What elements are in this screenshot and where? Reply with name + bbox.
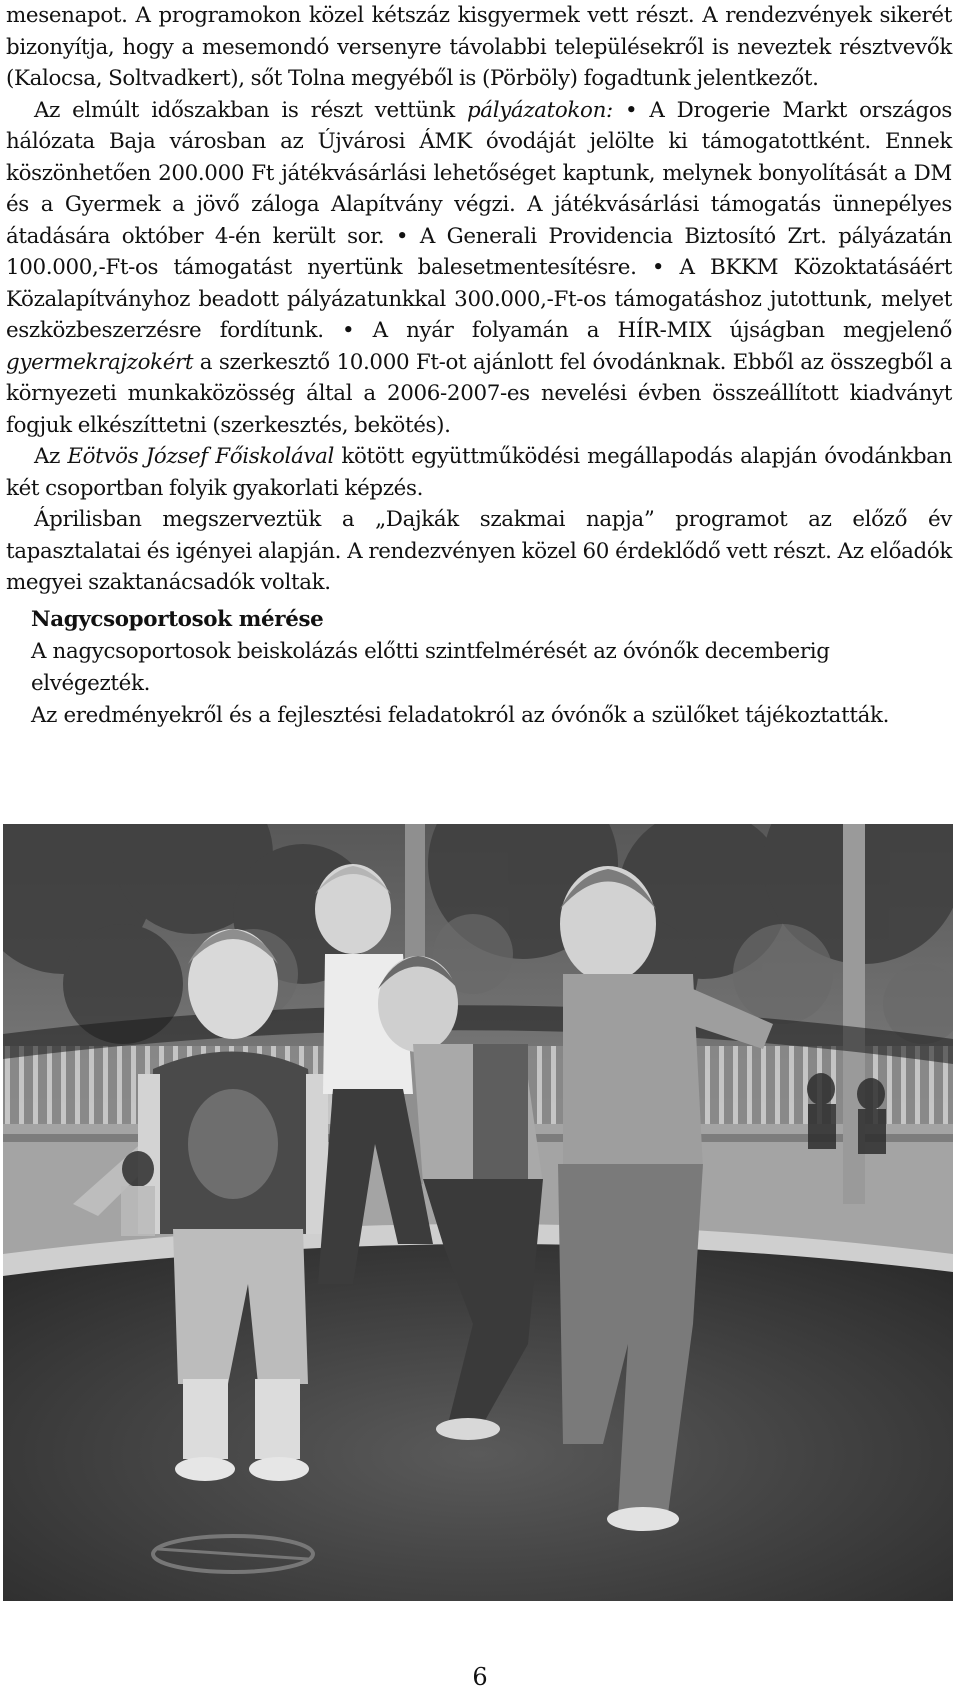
emphasis-foiskola: Eötvös József Főiskolával [67,444,335,469]
emphasis-gyermekrajzokert: gyermekrajzokért [6,349,194,375]
paragraph-2-text: • A Drogerie Markt országos hálózata Baja városban az Újvárosi ÁMK óvodáját jelölte ki támogatottként. Ennek köszönhetően 200.000 Ft játékvásárlási lehetőséget kaptunk, melynek bonyolítását a DM és a Gyermek a jövő záloga Alapítvány végzi. A játékvásárlási támogatás ünnepélyes átadására október 4-én került sor. • A Generali Providencia Biztosító Zrt. pályázatán 100.000,-Ft-os támogatást nyertünk balesetmentesítésre. • A BKKM Közoktatásáért Közalapítványhoz beadott pályázatunkkal 300.000,-Ft-os támogatáshoz jutottunk, melyet eszközbeszerzésre fordítunk. • A nyár folyamán a HÍR-MIX újságban megjelenő [6,97,952,343]
paragraph-3-text: kötött együttműködési megállapodás alapján óvodánkban két csoportban folyik gyakorlati képzés. [6,444,952,501]
measurement-section [31,604,951,732]
page-number: 6 [472,1663,488,1691]
paragraph-3 [6,441,952,504]
section-line-1: A nagycsoportosok beiskolázás előtti szintfelmérését az óvónők decemberig elvégezték. [31,639,830,696]
paragraph-1: mesenapot. A programokon közel kétszáz kisgyermek vett részt. A rendezvények sikerét bizonyítja, hogy a mesemondó versenyre távolabbi településekről is neveztek résztvevők (Kalocsa, Soltvadkert), sőt Tolna megyéből is (Pörböly) fogadtunk jelentkezőt. [6,3,952,91]
children-trampoline-photo [3,824,953,1601]
section-line-2: Az eredményekről és a fejlesztési feladatokról az óvónők a szülőket tájékoztatták. [31,703,890,728]
paragraph-4: Áprilisban megszerveztük a „Dajkák szakmai napja” programot az előző év tapasztalatai és igényei alapján. A rendezvényen közel 60 érdeklődő vett részt. Az előadók megyei szaktanácsadók voltak. [6,507,952,595]
photo-illustration [3,824,953,1601]
emphasis-palyazatokon: pályázatokon: [466,97,613,123]
paragraph-3-text: Az [34,444,68,469]
paragraph-2 [6,95,952,442]
body-text [6,0,952,599]
paragraph-2-text: a szerkesztő 10.000 Ft-ot ajánlott fel óvodánknak. Ebből az összegből a környezeti munkaközösség által a 2006-2007-es nevelési évben összeállított kiadványt fogjuk elkészíttetni (szerkesztés, bekötés). [6,349,952,438]
section-title: Nagycsoportosok mérése [31,607,324,632]
paragraph-2-text: Az elmúlt időszakban is részt vettünk [34,97,467,123]
